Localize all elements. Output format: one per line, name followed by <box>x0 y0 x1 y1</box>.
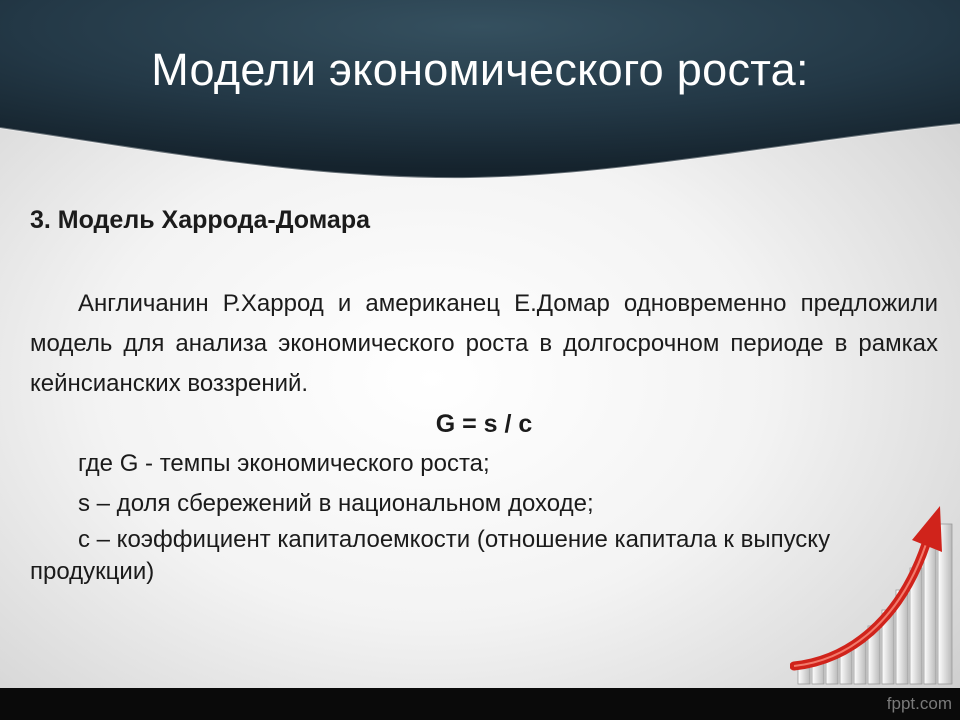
definition-c: с – коэффициент капиталоемкости (отношение капитала к выпуску продукции) <box>30 526 831 585</box>
slide-title: Модели экономического роста: <box>151 44 809 95</box>
definition-g: где G - темпы экономического роста; <box>78 450 490 477</box>
formula: G = s / c <box>435 410 533 438</box>
growth-arrow-chart-icon <box>790 500 960 688</box>
definition-s: s – доля сбережений в национальном доходе; <box>78 490 594 517</box>
footer-brand: fppt.com <box>886 694 952 713</box>
section-heading: 3. Модель Харрода-Домара <box>30 206 370 234</box>
intro-paragraph: Англичанин Р.Харрод и американец Е.Домар одновременно предложили модель для анализа экономического роста в долгосрочном периоде в рамках кейнсианских воззрений. <box>30 290 938 397</box>
footer-bar <box>0 688 960 720</box>
